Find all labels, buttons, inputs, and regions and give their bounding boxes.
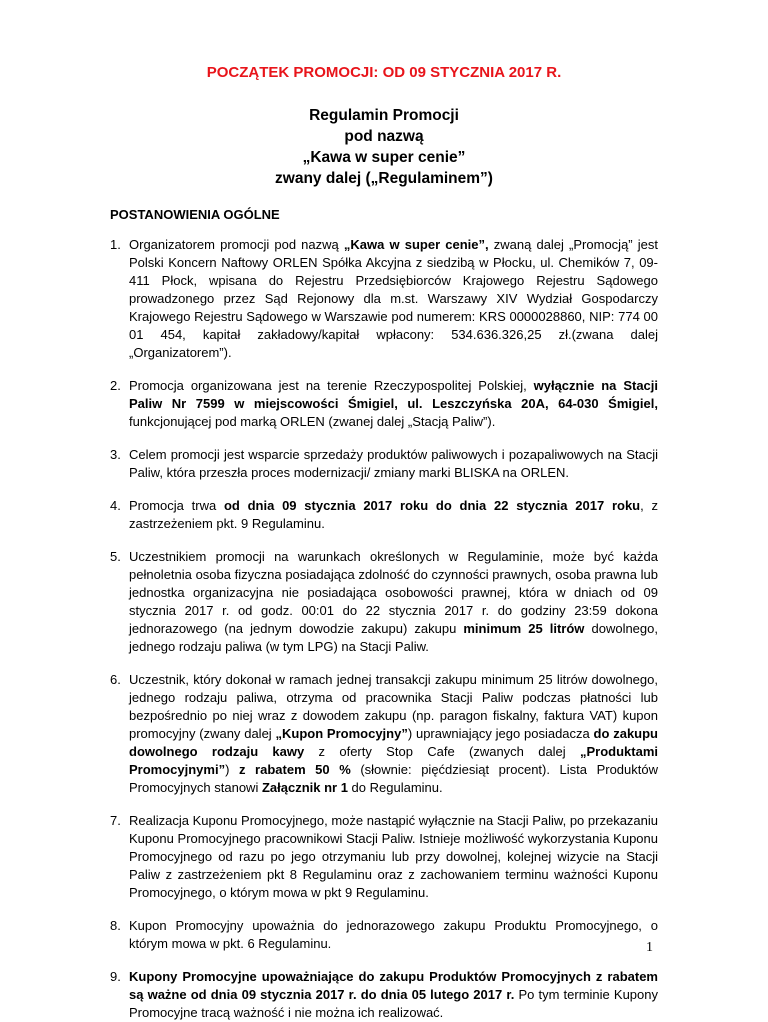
rule-text: z oferty Stop Cafe (zwanych dalej xyxy=(304,744,580,759)
rules-list xyxy=(110,236,658,1022)
rule-text-bold: z rabatem 50 % xyxy=(238,762,351,777)
rule-text-bold: Kupony Promocyjne upoważniające do zakupu Produktów Promocyjnych z rabatem są ważne od dnia 09 stycznia 2017 r. do dnia 05 lutego 2017 r. xyxy=(129,969,658,1002)
rule-text: dowolnego, jednego rodzaju paliwa (w tym LPG) na Stacji Paliw. xyxy=(129,621,658,654)
rule-text-bold: wyłącznie na Stacji Paliw Nr 7599 w miejscowości Śmigiel, ul. Leszczyńska 20A, 64-030 Śmigiel, xyxy=(129,378,658,411)
rule-text-bold: minimum 25 litrów xyxy=(463,621,585,636)
rule-item-9 xyxy=(110,968,658,1022)
rule-text: do Regulaminu. xyxy=(347,780,443,795)
rule-item-8 xyxy=(110,917,658,953)
rule-item-7 xyxy=(110,812,658,902)
rule-text: Organizatorem promocji pod nazwą xyxy=(129,237,344,252)
section-heading: POSTANOWIENIA OGÓLNE xyxy=(110,207,280,222)
rule-number: 4. xyxy=(110,498,121,513)
rule-number: 7. xyxy=(110,813,121,828)
rule-item-5 xyxy=(110,548,658,656)
title-line-1: Regulamin Promocji xyxy=(309,107,459,124)
rule-number: 8. xyxy=(110,918,121,933)
rule-item-4 xyxy=(110,497,658,533)
rule-text: funkcjonującej pod marką ORLEN (zwanej dalej „Stacją Paliw”). xyxy=(129,414,496,429)
document-title xyxy=(0,105,768,189)
rule-number: 2. xyxy=(110,378,121,393)
page-number: 1 xyxy=(646,940,653,955)
rule-text: Celem promocji jest wsparcie sprzedaży produktów paliwowych i pozapaliwowych na Stacji Paliw, która przeszła proces modernizacji/ zmiany marki BLISKA na ORLEN. xyxy=(129,447,658,480)
rule-text: Kupon Promocyjny upoważnia do jednorazowego zakupu Produktu Promocyjnego, o którym mowa w pkt. 6 Regulaminu. xyxy=(129,918,658,951)
rule-text: Uczestnik, który dokonał w ramach jednej transakcji zakupu minimum 25 litrów dowolnego, jednego rodzaju paliwa, otrzyma od pracownika Stacji Paliw podczas płatności lub bezpośrednio po niej wraz z dowodem zakupu (np. paragon fiskalny, faktura VAT) kupon promocyjny (zwany dalej xyxy=(129,672,658,741)
rule-item-1 xyxy=(110,236,658,362)
rule-number: 5. xyxy=(110,549,121,564)
rule-text-bold: do zakupu dowolnego rodzaju kawy xyxy=(129,726,658,759)
rule-text-bold: Załącznik nr 1 xyxy=(261,780,348,795)
rule-number: 6. xyxy=(110,672,121,687)
rule-text-bold: „Kawa w super cenie”, xyxy=(343,237,489,252)
rule-text: Promocja organizowana jest na terenie Rzeczypospolitej Polskiej, xyxy=(129,378,534,393)
promotion-start-banner: POCZĄTEK PROMOCJI: OD 09 STYCZNIA 2017 R. xyxy=(206,64,562,81)
rule-text: Realizacja Kuponu Promocyjnego, może nastąpić wyłącznie na Stacji Paliw, po przekazaniu Kuponu Promocyjnego pracownikowi Stacji Paliw. Istnieje możliwość wykorzystania Kuponu Promocyjnego od razu po jego otrzymaniu lub przy dowolnej, kolejnej wizycie na Stacji Paliw z zastrzeżeniem pkt 8 Regulaminu oraz z zachowaniem terminu ważności Kuponu Promocyjnego, o którym mowa w pkt 9 Regulaminu. xyxy=(129,813,658,900)
rule-text-bold: od dnia 09 stycznia 2017 roku do dnia 22 stycznia 2017 roku xyxy=(223,498,641,513)
rule-text: Uczestnikiem promocji na warunkach określonych w Regulaminie, może być każda pełnoletnia osoba fizyczna posiadająca zdolność do czynności prawnych, osoba prawna lub jednostka organizacyjna nie posiadająca osobowości prawnej, która w dniach od 09 stycznia 2017 r. od godz. 00:01 do 22 stycznia 2017 r. do godziny 23:59 dokona jednorazowego (na jednym dowodzie zakupu) zakupu xyxy=(129,549,658,636)
rule-number: 9. xyxy=(110,969,121,984)
title-line-2: pod nazwą xyxy=(344,128,424,145)
rule-text: (słownie: pięćdziesiąt procent). Lista Produktów Promocyjnych stanowi xyxy=(129,762,658,795)
rule-item-6 xyxy=(110,671,658,797)
rule-text: Po tym terminie Kupony Promocyjne tracą ważność i nie można ich realizować. xyxy=(129,987,658,1020)
rule-number: 1. xyxy=(110,237,121,252)
rule-text: , z zastrzeżeniem pkt. 9 Regulaminu. xyxy=(129,498,658,531)
rule-text: Promocja trwa xyxy=(129,498,224,513)
rule-text-bold: „Produktami Promocyjnymi” xyxy=(129,744,658,777)
rule-number: 3. xyxy=(110,447,121,462)
title-line-4: zwany dalej („Regulaminem”) xyxy=(275,170,493,187)
rule-item-3 xyxy=(110,446,658,482)
rule-item-2 xyxy=(110,377,658,431)
rule-text: ) xyxy=(225,762,239,777)
rule-text-bold: „Kupon Promocyjny” xyxy=(275,726,408,741)
title-line-3: „Kawa w super cenie” xyxy=(302,149,466,166)
rule-text: ) uprawniający jego posiadacza xyxy=(407,726,594,741)
rule-text: zwaną dalej „Promocją” jest Polski Koncern Naftowy ORLEN Spółka Akcyjna z siedzibą w Płocku, ul. Chemików 7, 09-411 Płock, wpisana do Rejestru Przedsiębiorców Krajowego Rejestru Sądowego prowadzonego przez Sąd Rejonowy dla m.st. Warszawy XIV Wydział Gospodarczy Krajowego Rejestru Sądowego w Warszawie pod numerem: KRS 0000028860, NIP: 774 00 01 454, kapitał zakładowy/kapitał wpłacony: 534.636.326,25 zł.(zwana dalej „Organizatorem”). xyxy=(129,237,658,360)
